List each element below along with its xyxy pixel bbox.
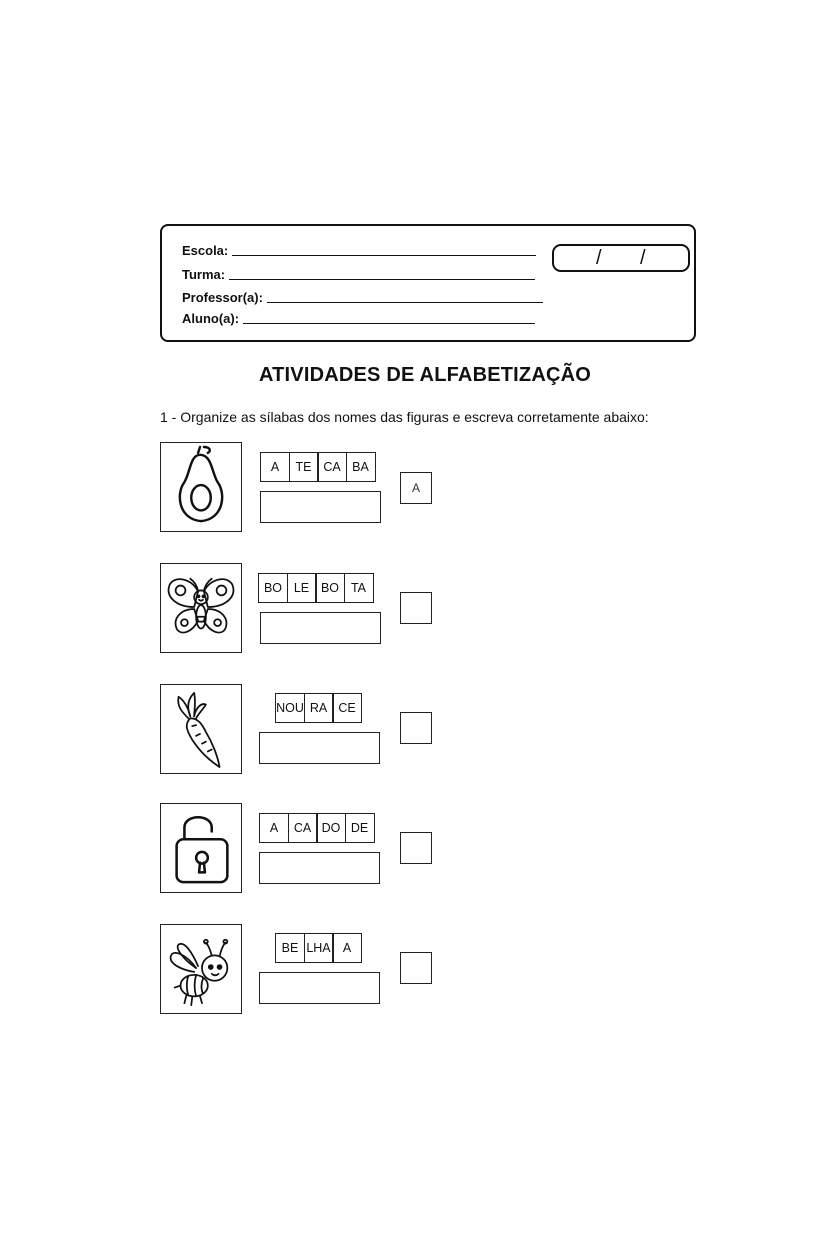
padlock-picture xyxy=(160,803,242,893)
avocado-icon xyxy=(161,443,241,531)
instruction-text: 1 - Organize as sílabas dos nomes das figuras e escreva corretamente abaixo: xyxy=(160,409,649,425)
answer-box-1[interactable] xyxy=(260,491,381,523)
carrot-icon xyxy=(161,685,241,773)
syllable-tile[interactable]: DE xyxy=(345,813,375,843)
syllable-row-2 xyxy=(258,573,372,603)
butterfly-icon xyxy=(161,564,241,652)
student-info-box xyxy=(160,224,696,342)
syllable-row-4 xyxy=(259,813,373,843)
teacher-line[interactable] xyxy=(267,302,543,303)
syllable-tile[interactable]: TA xyxy=(344,573,374,603)
syllable-tile[interactable]: A xyxy=(259,813,289,843)
syllable-tile[interactable]: BO xyxy=(258,573,288,603)
teacher-field[interactable] xyxy=(182,285,543,305)
syllable-tile[interactable]: LHA xyxy=(304,933,334,963)
class-line[interactable] xyxy=(229,279,535,280)
syllable-row-1 xyxy=(260,452,374,482)
letter-count-box-2[interactable] xyxy=(400,592,432,624)
answer-box-4[interactable] xyxy=(259,852,380,884)
syllable-tile[interactable]: NOU xyxy=(275,693,305,723)
letter-count-box-4[interactable] xyxy=(400,832,432,864)
answer-box-2[interactable] xyxy=(260,612,381,644)
syllable-tile[interactable]: BE xyxy=(275,933,305,963)
syllable-tile[interactable]: DO xyxy=(316,813,346,843)
letter-count-box-5[interactable] xyxy=(400,952,432,984)
answer-box-3[interactable] xyxy=(259,732,380,764)
date-field[interactable] xyxy=(552,244,690,272)
carrot-picture xyxy=(160,684,242,774)
syllable-tile[interactable]: A xyxy=(332,933,362,963)
student-line[interactable] xyxy=(243,323,535,324)
class-field[interactable] xyxy=(182,262,535,282)
syllable-tile[interactable]: A xyxy=(260,452,290,482)
school-field[interactable] xyxy=(182,238,536,258)
syllable-tile[interactable]: RA xyxy=(304,693,334,723)
syllable-tile[interactable]: BA xyxy=(346,452,376,482)
syllable-row-5 xyxy=(275,933,361,963)
school-line[interactable] xyxy=(232,255,536,256)
syllable-tile[interactable]: CA xyxy=(288,813,318,843)
date-separator-2: / xyxy=(640,247,646,269)
butterfly-picture xyxy=(160,563,242,653)
letter-count-box-3[interactable] xyxy=(400,712,432,744)
letter-count-box-1[interactable]: A xyxy=(400,472,432,504)
student-label: Aluno(a): xyxy=(182,311,240,326)
syllable-tile[interactable]: CA xyxy=(317,452,347,482)
bee-picture xyxy=(160,924,242,1014)
avocado-picture xyxy=(160,442,242,532)
answer-box-5[interactable] xyxy=(259,972,380,1004)
date-separator-1: / xyxy=(596,247,602,269)
syllable-tile[interactable]: TE xyxy=(289,452,319,482)
syllable-row-3 xyxy=(275,693,361,723)
class-label: Turma: xyxy=(182,267,226,282)
page-title: ATIVIDADES DE ALFABETIZAÇÃO xyxy=(258,364,592,386)
padlock-icon xyxy=(161,804,241,892)
syllable-tile[interactable]: CE xyxy=(332,693,362,723)
bee-icon xyxy=(161,925,241,1013)
syllable-tile[interactable]: BO xyxy=(315,573,345,603)
student-field[interactable] xyxy=(182,306,535,326)
teacher-label: Professor(a): xyxy=(182,290,263,305)
syllable-tile[interactable]: LE xyxy=(287,573,317,603)
school-label: Escola: xyxy=(182,243,229,258)
